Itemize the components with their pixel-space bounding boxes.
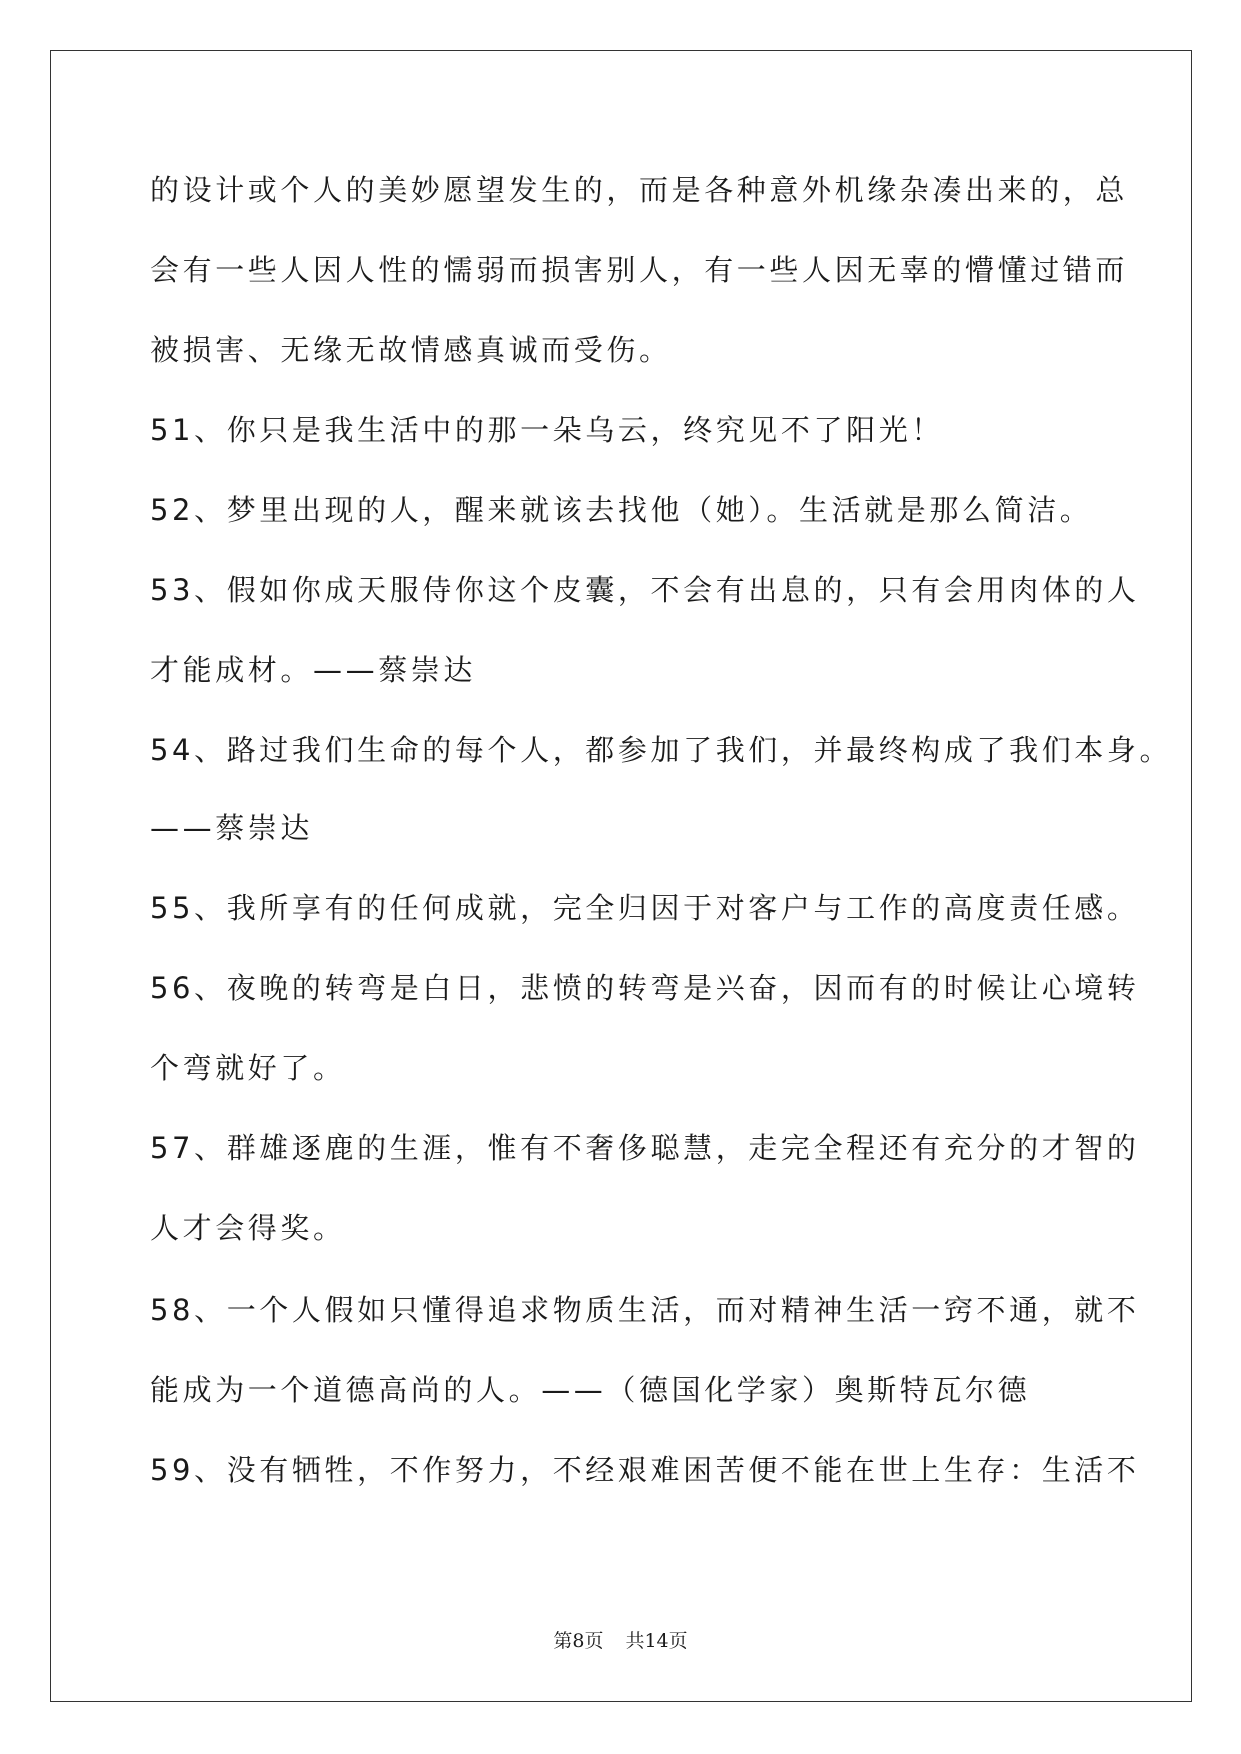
text-line: 的设计或个人的美妙愿望发生的，而是各种意外机缘杂凑出来的，总	[150, 173, 1129, 207]
page-number: 第8页	[553, 1630, 604, 1652]
text-line: 才能成材。——蔡崇达	[150, 653, 477, 687]
text-line: 53、假如你成天服侍你这个皮囊，不会有出息的，只有会用肉体的人	[150, 573, 1140, 607]
page-footer	[0, 1626, 1241, 1653]
text-line: 52、梦里出现的人，醒来就该去找他（她）。生活就是那么简洁。	[150, 493, 1093, 527]
text-line: 人才会得奖。	[150, 1211, 346, 1245]
text-line: 58、一个人假如只懂得追求物质生活，而对精神生活一窍不通，就不	[150, 1293, 1140, 1327]
text-line: 51、你只是我生活中的那一朵乌云，终究见不了阳光！	[150, 413, 944, 447]
text-line: 会有一些人因人性的懦弱而损害别人，有一些人因无辜的懵懂过错而	[150, 253, 1129, 287]
text-line: 54、路过我们生命的每个人，都参加了我们，并最终构成了我们本身。	[150, 733, 1173, 767]
text-line: 被损害、无缘无故情感真诚而受伤。	[150, 333, 672, 367]
text-line: 57、群雄逐鹿的生涯，惟有不奢侈聪慧，走完全程还有充分的才智的	[150, 1131, 1140, 1165]
text-line: 59、没有牺牲，不作努力，不经艰难困苦便不能在世上生存：生活不	[150, 1453, 1140, 1487]
text-line: ——蔡崇达	[150, 811, 314, 845]
text-line: 个弯就好了。	[150, 1051, 346, 1085]
page-total: 共14页	[625, 1630, 688, 1652]
text-line: 55、我所享有的任何成就，完全归因于对客户与工作的高度责任感。	[150, 891, 1140, 925]
text-line: 能成为一个道德高尚的人。——（德国化学家）奥斯特瓦尔德	[150, 1373, 1031, 1407]
text-line: 56、夜晚的转弯是白日，悲愤的转弯是兴奋，因而有的时候让心境转	[150, 971, 1140, 1005]
